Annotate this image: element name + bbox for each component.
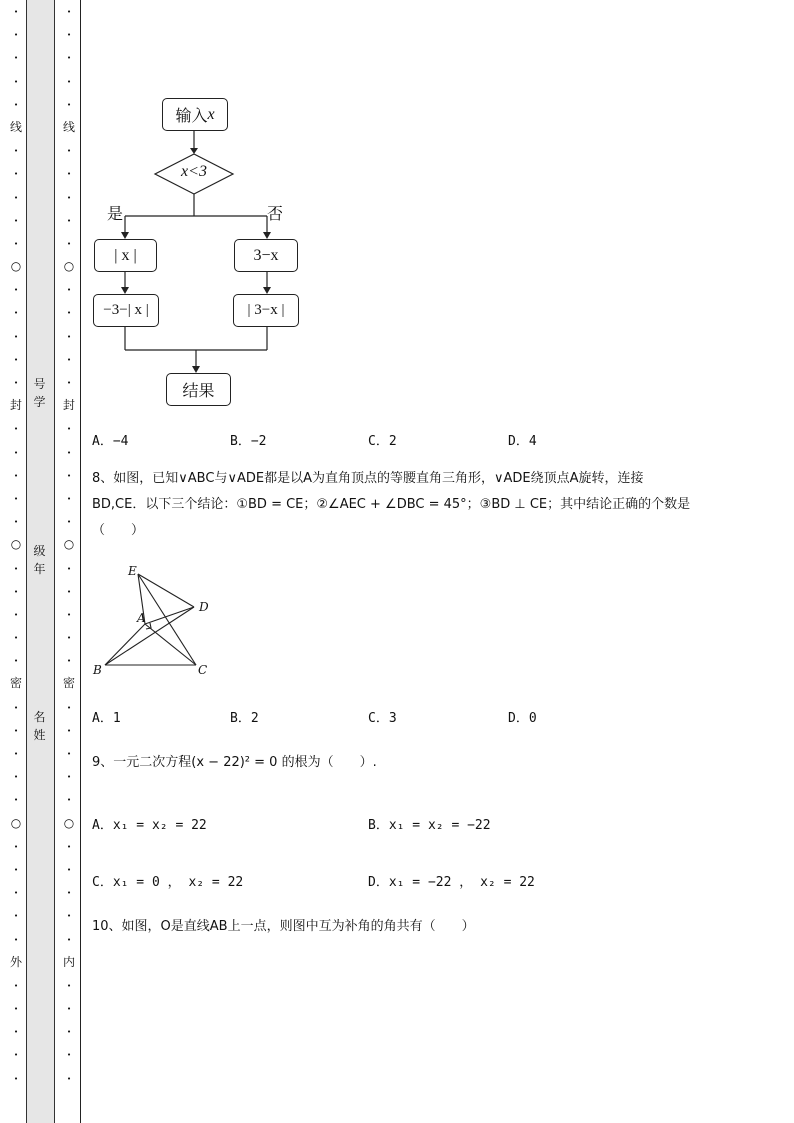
inner-mark: 内	[63, 954, 76, 969]
no-step2-box: | 3−x |	[233, 294, 299, 327]
arrowhead	[263, 287, 271, 294]
q7-option-b: B．−2	[230, 434, 267, 449]
q7-option-d: D．4	[508, 434, 537, 449]
segment-AD	[145, 607, 194, 624]
binding-margin	[0, 0, 82, 1123]
segment-BD	[105, 607, 194, 665]
q8-option-a: A．1	[92, 711, 121, 726]
name-label: 名 姓	[33, 710, 46, 742]
q9-option-b: B．x₁ = x₂ = −22	[368, 818, 491, 833]
q9-stem: 9、一元二次方程(x − 22)² = 0 的根为（ ）.	[92, 755, 377, 770]
outer-mark: 外	[10, 954, 23, 969]
q7-option-c: C．2	[368, 434, 397, 449]
arrowhead	[263, 232, 271, 239]
label-D: D	[199, 600, 209, 614]
q9-option-d: D．x₁ = −22 ， x₂ = 22	[368, 875, 535, 890]
yes-step2-box: −3−| x |	[93, 294, 159, 327]
outer-mark: 封	[10, 398, 23, 413]
inner-mark: 封	[63, 398, 76, 413]
yes-step1-box: | x |	[94, 239, 157, 272]
q7-option-a: A．−4	[92, 434, 129, 449]
label-C: C	[198, 663, 208, 677]
q8-stem-line3: （ ）	[92, 523, 145, 538]
segment-BA	[105, 624, 145, 665]
q10-stem: 10、如图，O是直线AB上一点，则图中互为补角的角共有（ ）	[92, 919, 475, 934]
inner-mark: ○	[63, 259, 75, 274]
q8-option-d: D．0	[508, 711, 537, 726]
segment-ED	[138, 574, 194, 607]
arrowhead	[121, 287, 129, 294]
no-step1-box: 3−x	[234, 239, 298, 272]
outer-mark: ○	[10, 259, 22, 274]
arrowhead	[192, 366, 200, 373]
inner-mark: ○	[63, 537, 75, 552]
no-branch-label: 否	[267, 204, 284, 223]
inner-mark: ○	[63, 815, 75, 830]
q8-option-b: B．2	[230, 711, 259, 726]
label-A: A	[137, 611, 146, 625]
outer-mark: 密	[10, 676, 23, 691]
yes-branch-label: 是	[107, 204, 124, 223]
outer-mark: 线	[10, 119, 23, 134]
outer-dot-column: · · · · · 线 · · · · · ○ · · · · · 封 · · · · · ○ · · · · · 密 · · · · · ○ · · · · · 外 · · · · ·	[10, 2, 23, 1088]
segment-AC	[145, 624, 196, 665]
result-box: 结果	[166, 373, 231, 406]
segment-EC	[138, 574, 196, 665]
student-id-label: 号 学	[33, 377, 46, 409]
decision-condition: x<3	[181, 163, 207, 180]
label-B: B	[93, 663, 102, 677]
q8-stem-line2: BD,CE．以下三个结论：①BD = CE；②∠AEC + ∠DBC = 45°；③BD ⊥ CE；其中结论正确的个数是	[92, 497, 691, 512]
arrowhead	[121, 232, 129, 239]
inner-mark: 线	[63, 119, 76, 134]
arrowhead	[190, 148, 198, 154]
input-box: 输入 x	[162, 98, 228, 131]
q8-stem-line1: 8、如图，已知∨ABC与∨ADE都是以A为直角顶点的等腰直角三角形，∨ADE绕顶点A旋转，连接	[92, 471, 644, 486]
q9-option-c: C．x₁ = 0 ， x₂ = 22	[92, 875, 244, 890]
q8-option-c: C．3	[368, 711, 397, 726]
label-E: E	[128, 564, 137, 578]
inner-mark: 密	[63, 676, 76, 691]
outer-mark: ○	[10, 537, 22, 552]
grade-label: 级 年	[33, 544, 46, 576]
inner-dot-column: · · · · · 线 · · · · · ○ · · · · · 封 · · · · · ○ · · · · · 密 · · · · · ○ · · · · · 内 · · · · ·	[63, 2, 76, 1088]
q9-option-a: A．x₁ = x₂ = 22	[92, 818, 207, 833]
binding-border-line	[80, 0, 81, 1123]
outer-mark: ○	[10, 815, 22, 830]
